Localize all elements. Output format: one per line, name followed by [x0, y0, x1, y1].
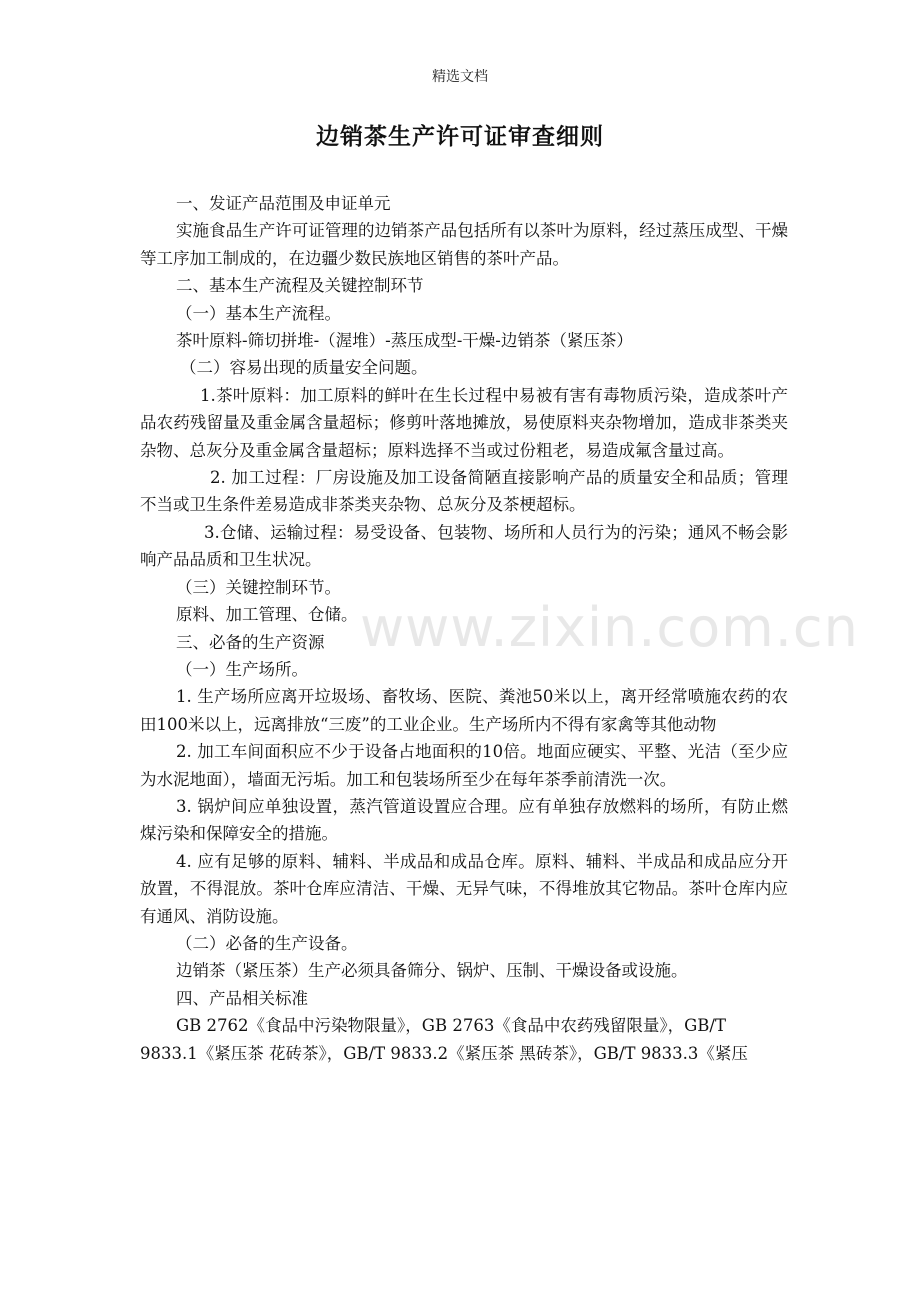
paragraph-site-2: 2. 加工车间面积应不少于设备占地面积的10倍。地面应硬实、平整、光洁（至少应为水泥地面），墙面无污垢。加工和包装场所至少在每年茶季前清洗一次。 — [140, 742, 788, 789]
paragraph-standards: GB 2762《食品中污染物限量》，GB 2763《食品中农药残留限量》，GB/T 9833.1《紧压茶 花砖茶》，GB/T 9833.2《紧压茶 黑砖茶》，GB/T 9833.3《紧压 — [140, 1016, 748, 1063]
subheading-key-control: （三）关键控制环节。 — [176, 577, 341, 597]
section-heading-1: 一、发证产品范围及申证单元 — [176, 194, 391, 213]
paragraph-key-control: 原料、加工管理、仓储。 — [176, 605, 358, 625]
paragraph-processing: 2. 加工过程：厂房设施及加工设备简陋直接影响产品的质量安全和品质；管理不当或卫生条件差易造成非茶类夹杂物、总灰分及茶梗超标。 — [140, 468, 788, 515]
document-body — [140, 190, 788, 1067]
section-heading-2: 二、基本生产流程及关键控制环节 — [176, 276, 424, 296]
paragraph-equipment: 边销茶（紧压茶）生产必须具备筛分、锅炉、压制、干燥设备或设施。 — [176, 961, 688, 981]
subheading-site: （一）生产场所。 — [176, 659, 308, 679]
paragraph-process-flow: 茶叶原料-筛切拼堆-（渥堆）-蒸压成型-干燥-边销茶（紧压茶） — [176, 331, 633, 351]
paragraph-storage: 3.仓储、运输过程：易受设备、包装物、场所和人员行为的污染；通风不畅会影响产品品质和卫生状况。 — [140, 522, 788, 570]
paragraph-site-1: 1. 生产场所应离开垃圾场、畜牧场、医院、粪池50米以上，离开经常喷施农药的农田100米以上，远离排放“三废”的工业企业。生产场所内不得有家禽等其他动物 — [140, 687, 788, 734]
page-header: 精选文档 — [432, 69, 488, 85]
document-title: 边销茶生产许可证审查细则 — [316, 124, 604, 150]
subheading-process: （一）基本生产流程。 — [176, 303, 341, 323]
paragraph-site-3: 3. 锅炉间应单独设置，蒸汽管道设置应合理。应有单独存放燃料的场所，有防止燃煤污染和保障安全的措施。 — [140, 796, 788, 844]
paragraph-raw-material: 1.茶叶原料：加工原料的鲜叶在生长过程中易被有害有毒物质污染，造成茶叶产品农药残留量及重金属含量超标；修剪叶落地摊放，易使原料夹杂物增加，造成非茶类夹杂物、总灰分及重金属含量超标；原料选择不当或过份粗老，易造成氟含量过高。 — [140, 385, 788, 460]
watermark: www.zixin.com.cn — [360, 596, 859, 659]
subheading-equipment: （二）必备的生产设备。 — [176, 933, 358, 953]
section-heading-4: 四、产品相关标准 — [176, 988, 308, 1008]
section-heading-3: 三、必备的生产资源 — [176, 632, 325, 652]
subheading-quality-issues: （二）容易出现的质量安全问题。 — [180, 358, 428, 378]
paragraph-site-4: 4. 应有足够的原料、辅料、半成品和成品仓库。原料、辅料、半成品和成品应分开放置，不得混放。茶叶仓库应清洁、干燥、无异气味，不得堆放其它物品。茶叶仓库内应有通风、消防设施。 — [140, 851, 788, 926]
paragraph-scope: 实施食品生产许可证管理的边销茶产品包括所有以茶叶为原料，经过蒸压成型、干燥等工序加工制成的，在边疆少数民族地区销售的茶叶产品。 — [140, 221, 788, 268]
